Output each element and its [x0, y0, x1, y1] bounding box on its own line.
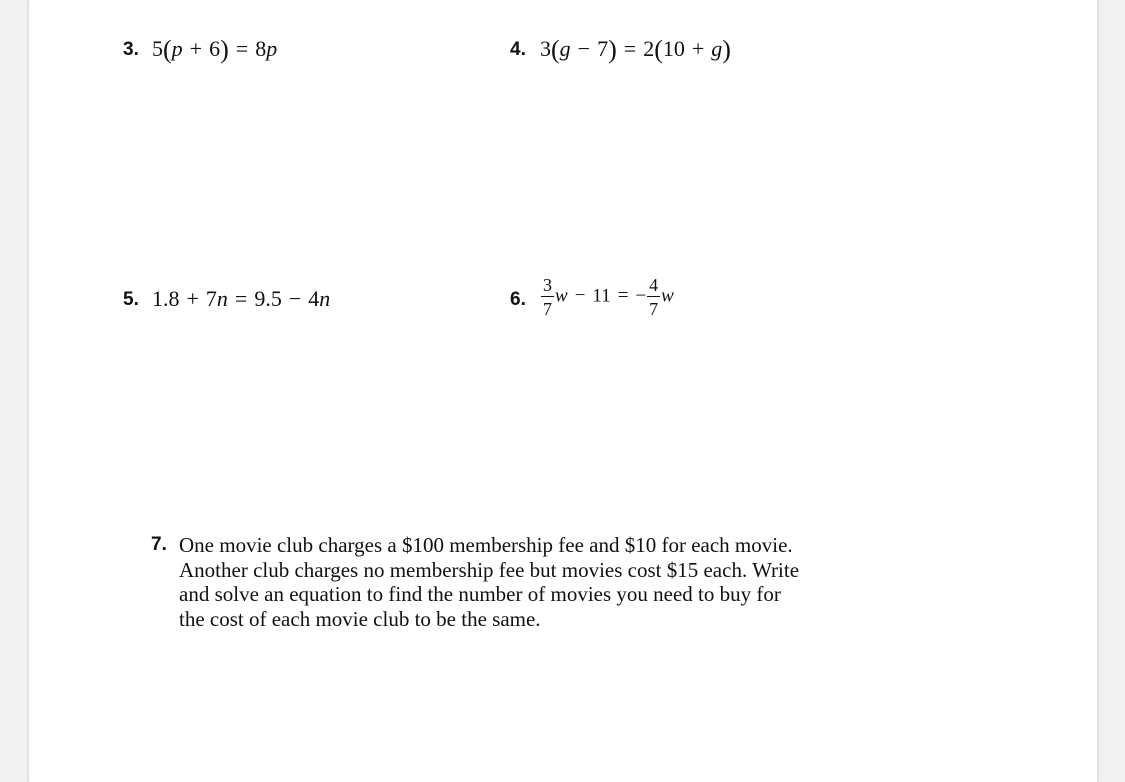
denominator: 7: [649, 299, 659, 319]
term: 7: [205, 286, 217, 311]
operator: −: [577, 36, 591, 61]
problem-7: [151, 533, 811, 631]
equals-sign: =: [234, 286, 248, 311]
term: 8: [255, 36, 267, 61]
problem-text-line: One movie club charges a $100 membership fee and $10 for each movie.: [179, 533, 793, 557]
problem-text-line: the cost of each movie club to be the same.: [179, 606, 541, 631]
fraction: [541, 276, 554, 318]
paren: (: [163, 35, 172, 64]
term: 3: [540, 36, 551, 61]
numerator: 4: [649, 275, 659, 295]
fraction: [647, 276, 660, 318]
worksheet-page: [28, 0, 1098, 782]
paren: ): [220, 35, 229, 64]
paren: ): [722, 35, 731, 64]
variable: n: [216, 286, 228, 311]
negative-sign: −: [635, 285, 647, 307]
problem-number: 6.: [510, 289, 526, 310]
operator: +: [186, 286, 199, 311]
equation: [540, 276, 674, 318]
paren: (: [551, 35, 560, 64]
numerator: 3: [543, 275, 552, 295]
variable: n: [319, 286, 331, 311]
variable: w: [661, 285, 674, 307]
variable: g: [711, 36, 723, 61]
equals-sign: =: [235, 36, 249, 61]
equation: [540, 37, 731, 63]
operator: −: [288, 286, 302, 311]
equals-sign: =: [617, 285, 629, 307]
term: 1.8: [152, 286, 180, 311]
problem-text-line: and solve an equation to find the number of movies you need to buy for: [179, 582, 781, 606]
problem-number: 3.: [123, 39, 139, 60]
term: 6: [209, 36, 221, 61]
variable: p: [266, 36, 278, 61]
operator: +: [691, 36, 705, 61]
term: 10: [662, 36, 685, 61]
equation: [152, 288, 330, 310]
operator: +: [189, 36, 203, 61]
operator: −: [574, 285, 586, 307]
denominator: 7: [543, 299, 552, 319]
term: 11: [592, 285, 611, 307]
problem-number: 4.: [510, 39, 526, 60]
equals-sign: =: [623, 36, 637, 61]
paren: ): [608, 35, 617, 64]
term: 5: [152, 36, 163, 61]
term: 4: [308, 286, 320, 311]
term: 2: [643, 36, 655, 61]
term: 7: [597, 36, 609, 61]
equation: [152, 37, 277, 63]
term: 9.5: [254, 286, 282, 311]
variable: w: [555, 285, 568, 307]
problem-text-line: Another club charges no membership fee but movies cost $15 each. Write: [179, 557, 800, 582]
variable: g: [559, 36, 571, 61]
problem-number: 7.: [151, 534, 167, 555]
variable: p: [171, 36, 183, 61]
paren: (: [654, 35, 663, 64]
problem-number: 5.: [123, 289, 139, 310]
